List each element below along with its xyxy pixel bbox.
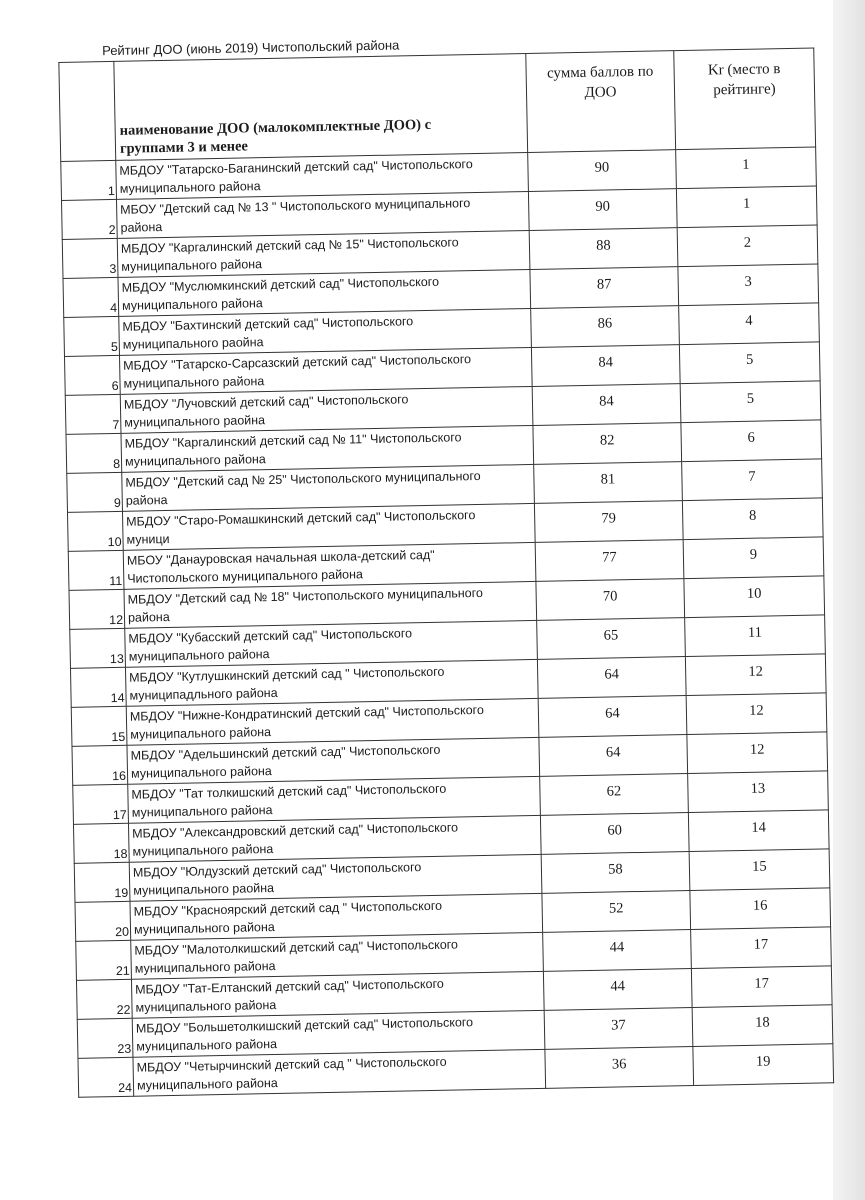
rank-cell: 10 [684,576,825,618]
header-rank [674,48,816,150]
row-number: 11 [68,550,124,590]
row-number: 21 [76,940,132,980]
rank-cell: 9 [683,537,824,579]
institution-name-line1: МБДОУ "Нижне-Кондратинский детский сад" Чистопольского [129,702,484,724]
score-cell: 87 [530,267,679,309]
rank-cell: 12 [686,693,827,735]
row-number: 7 [65,394,121,434]
institution-name-line2: муниципального района [130,724,272,742]
score-cell: 77 [535,540,684,582]
score-cell: 60 [540,813,689,855]
institution-name-line1: МБДОУ "Детский сад № 18" Чистопольского муниципального [127,585,484,607]
institution-name-line2: муниципального района [132,841,274,859]
score-cell: 58 [541,852,690,894]
rank-cell: 19 [693,1044,834,1086]
institution-name-line2: района [120,219,163,235]
row-number: 16 [72,745,128,785]
institution-name-line1: МБДОУ "Бахтинский детский сад" Чистопольского [122,314,414,334]
score-cell: 64 [537,657,686,699]
score-cell: 64 [538,696,687,738]
score-cell: 44 [543,930,692,972]
row-number: 20 [75,901,131,941]
score-cell: 70 [536,579,685,621]
row-number: 18 [73,823,129,863]
rank-cell: 15 [689,849,830,891]
rating-table [58,47,834,1097]
row-number: 15 [71,706,127,746]
rank-cell: 17 [691,927,832,969]
score-cell: 44 [543,969,692,1011]
score-cell: 84 [532,384,681,426]
institution-name-line2: муниципального района [130,763,272,781]
institution-name-line2: муниципального раойна [122,334,264,352]
rank-cell: 3 [678,264,819,306]
institution-name-line1: МБДОУ "Большетолкишский детский сад" Чистопольского [135,1015,474,1036]
header-number [59,61,116,161]
institution-name-line2: муниципального района [136,1075,278,1093]
header-name-line2: группами 3 и менее [119,138,249,157]
institution-name-line2: муниципального района [135,997,277,1015]
institution-name-line1: МБОУ "Данауровская начальная школа-детский сад" [126,547,435,568]
rank-cell: 17 [691,966,832,1008]
rank-cell: 13 [688,771,829,813]
score-cell: 90 [528,189,677,231]
row-number: 2 [62,199,118,239]
institution-name-line2: муниципального района [121,256,263,274]
rank-cell: 1 [676,186,817,228]
institution-name-line2: муниципального раойна [124,412,266,430]
institution-name-line2: муниципального района [131,802,273,820]
rank-cell: 16 [690,888,831,930]
page-edge-shadow [833,0,865,1200]
document-title: Рейтинг ДОО (июнь 2019) Чистопольский района [101,37,400,59]
score-cell: 65 [537,618,686,660]
institution-name-line1: МБДОУ "Кутлушкинский детский сад " Чистопольского [129,664,445,685]
institution-name-line2: муниципального района [119,178,261,196]
score-cell: 36 [545,1046,694,1088]
row-number: 19 [74,862,130,902]
row-number: 8 [66,433,122,473]
institution-name-line2: муници [126,531,170,547]
institution-name-line1: МБДОУ "Муслюмкинский детский сад" Чистопольского [121,274,440,295]
row-number: 24 [78,1057,134,1097]
institution-name-line1: МБДОУ "Четырчинский детский сад " Чистопольского [136,1054,447,1075]
institution-name-line2: Чистопольского муниципального района [127,566,364,586]
rank-cell: 2 [677,225,818,267]
row-number: 14 [70,667,126,707]
institution-name-line2: муниципального района [124,451,266,469]
row-number: 13 [70,628,126,668]
institution-name-line1: МБДОУ "Юлдузский детский сад" Чистопольского [132,860,422,880]
institution-name-line1: МБДОУ "Александровский детский сад" Чистопольского [132,820,459,841]
score-cell: 84 [531,345,680,387]
institution-name-line1: МБДОУ "Лучовский детский сад" Чистопольского [123,392,409,412]
institution-name [133,1049,546,1096]
institution-name-line2: муниципального района [134,958,276,976]
header-rank-line2: рейтинге) [713,81,776,99]
score-cell: 82 [533,423,682,465]
score-cell: 86 [531,306,680,348]
row-number: 9 [67,472,123,512]
institution-name-line1: МБДОУ "Адельшинский детский сад" Чистопольского [130,742,441,763]
header-name [114,54,528,161]
institution-name-line2: муниципального района [128,646,270,664]
row-number: 3 [62,238,118,278]
rank-cell: 1 [676,147,817,189]
score-cell: 88 [529,228,678,270]
institution-name-line2: муниципального раойна [133,880,275,898]
row-number: 10 [67,511,123,551]
rank-cell: 14 [688,810,829,852]
institution-name-line1: МБДОУ "Красноярский детский сад " Чистопольского [133,898,443,919]
institution-name-line1: МБДОУ "Тат-Елтанский детский сад" Чистопольского [135,976,444,997]
institution-name-line1: МБДОУ "Татарско-Баганинский детский сад" Чистопольского [119,157,473,178]
institution-name-line2: муниципального района [133,919,275,937]
institution-name-line2: муниципального района [136,1036,278,1054]
score-cell: 79 [534,501,683,543]
score-cell: 52 [542,891,691,933]
table-body [61,147,834,1097]
institution-name-line1: МБДОУ "Детский сад № 25" Чистопольского муниципального [125,468,481,490]
rank-cell: 6 [681,420,822,462]
rating-sheet [58,29,838,1097]
row-number: 12 [69,589,125,629]
rank-cell: 11 [685,615,826,657]
institution-name-line2: муниципального района [123,373,265,391]
institution-name-line1: МБДОУ "Татарско-Сарсазский детский сад" Чистопольского [123,352,472,373]
institution-name-line1: МБДОУ "Каргалинский детский сад № 15" Чистопольского [120,235,459,256]
score-cell: 81 [534,462,683,504]
score-cell: 62 [540,774,689,816]
header-rank-line1: Kr (место в [707,61,781,79]
institution-name-line2: района [127,609,170,625]
row-number: 1 [61,160,117,200]
row-number: 23 [77,1018,133,1058]
header-score-line1: сумма баллов по [546,63,654,82]
score-cell: 64 [539,735,688,777]
institution-name-line1: МБДОУ "Старо-Ромашкинский детский сад" Чистопольского [126,508,476,529]
institution-name-line1: МБДОУ "Тат толкишский детский сад" Чистопольского [131,781,447,802]
score-cell: 37 [544,1008,693,1050]
rank-cell: 5 [680,381,821,423]
header-name-line1: наименование ДОО (малокомплектные ДОО) с [119,116,432,139]
institution-name-line2: муниципального района [121,295,263,313]
row-number: 22 [76,979,132,1019]
institution-name-line2: муниципадльного района [129,685,278,703]
rank-cell: 8 [682,498,823,540]
table-header-row [59,48,816,161]
row-number: 5 [64,316,120,356]
institution-name-line1: МБОУ "Детский сад № 13 " Чистопольского муниципального [120,196,471,217]
row-number: 4 [63,277,119,317]
institution-name-line2: района [125,492,168,508]
rank-cell: 4 [679,303,820,345]
rank-cell: 12 [687,732,828,774]
row-number: 17 [73,784,129,824]
institution-name-line1: МБДОУ "Кубасский детский сад" Чистопольского [128,626,413,646]
rank-cell: 18 [692,1005,833,1047]
score-cell: 90 [528,150,677,192]
rank-cell: 12 [685,654,826,696]
institution-name-line1: МБДОУ "Малотолкишский детский сад" Чистопольского [134,937,459,958]
row-number: 6 [64,355,120,395]
header-score-line2: ДОО [584,84,617,101]
rank-cell: 7 [682,459,823,501]
rank-cell: 5 [679,342,820,384]
institution-name-line1: МБДОУ "Каргалинский детский сад № 11" Чистопольского [124,430,462,451]
header-score [526,51,676,153]
